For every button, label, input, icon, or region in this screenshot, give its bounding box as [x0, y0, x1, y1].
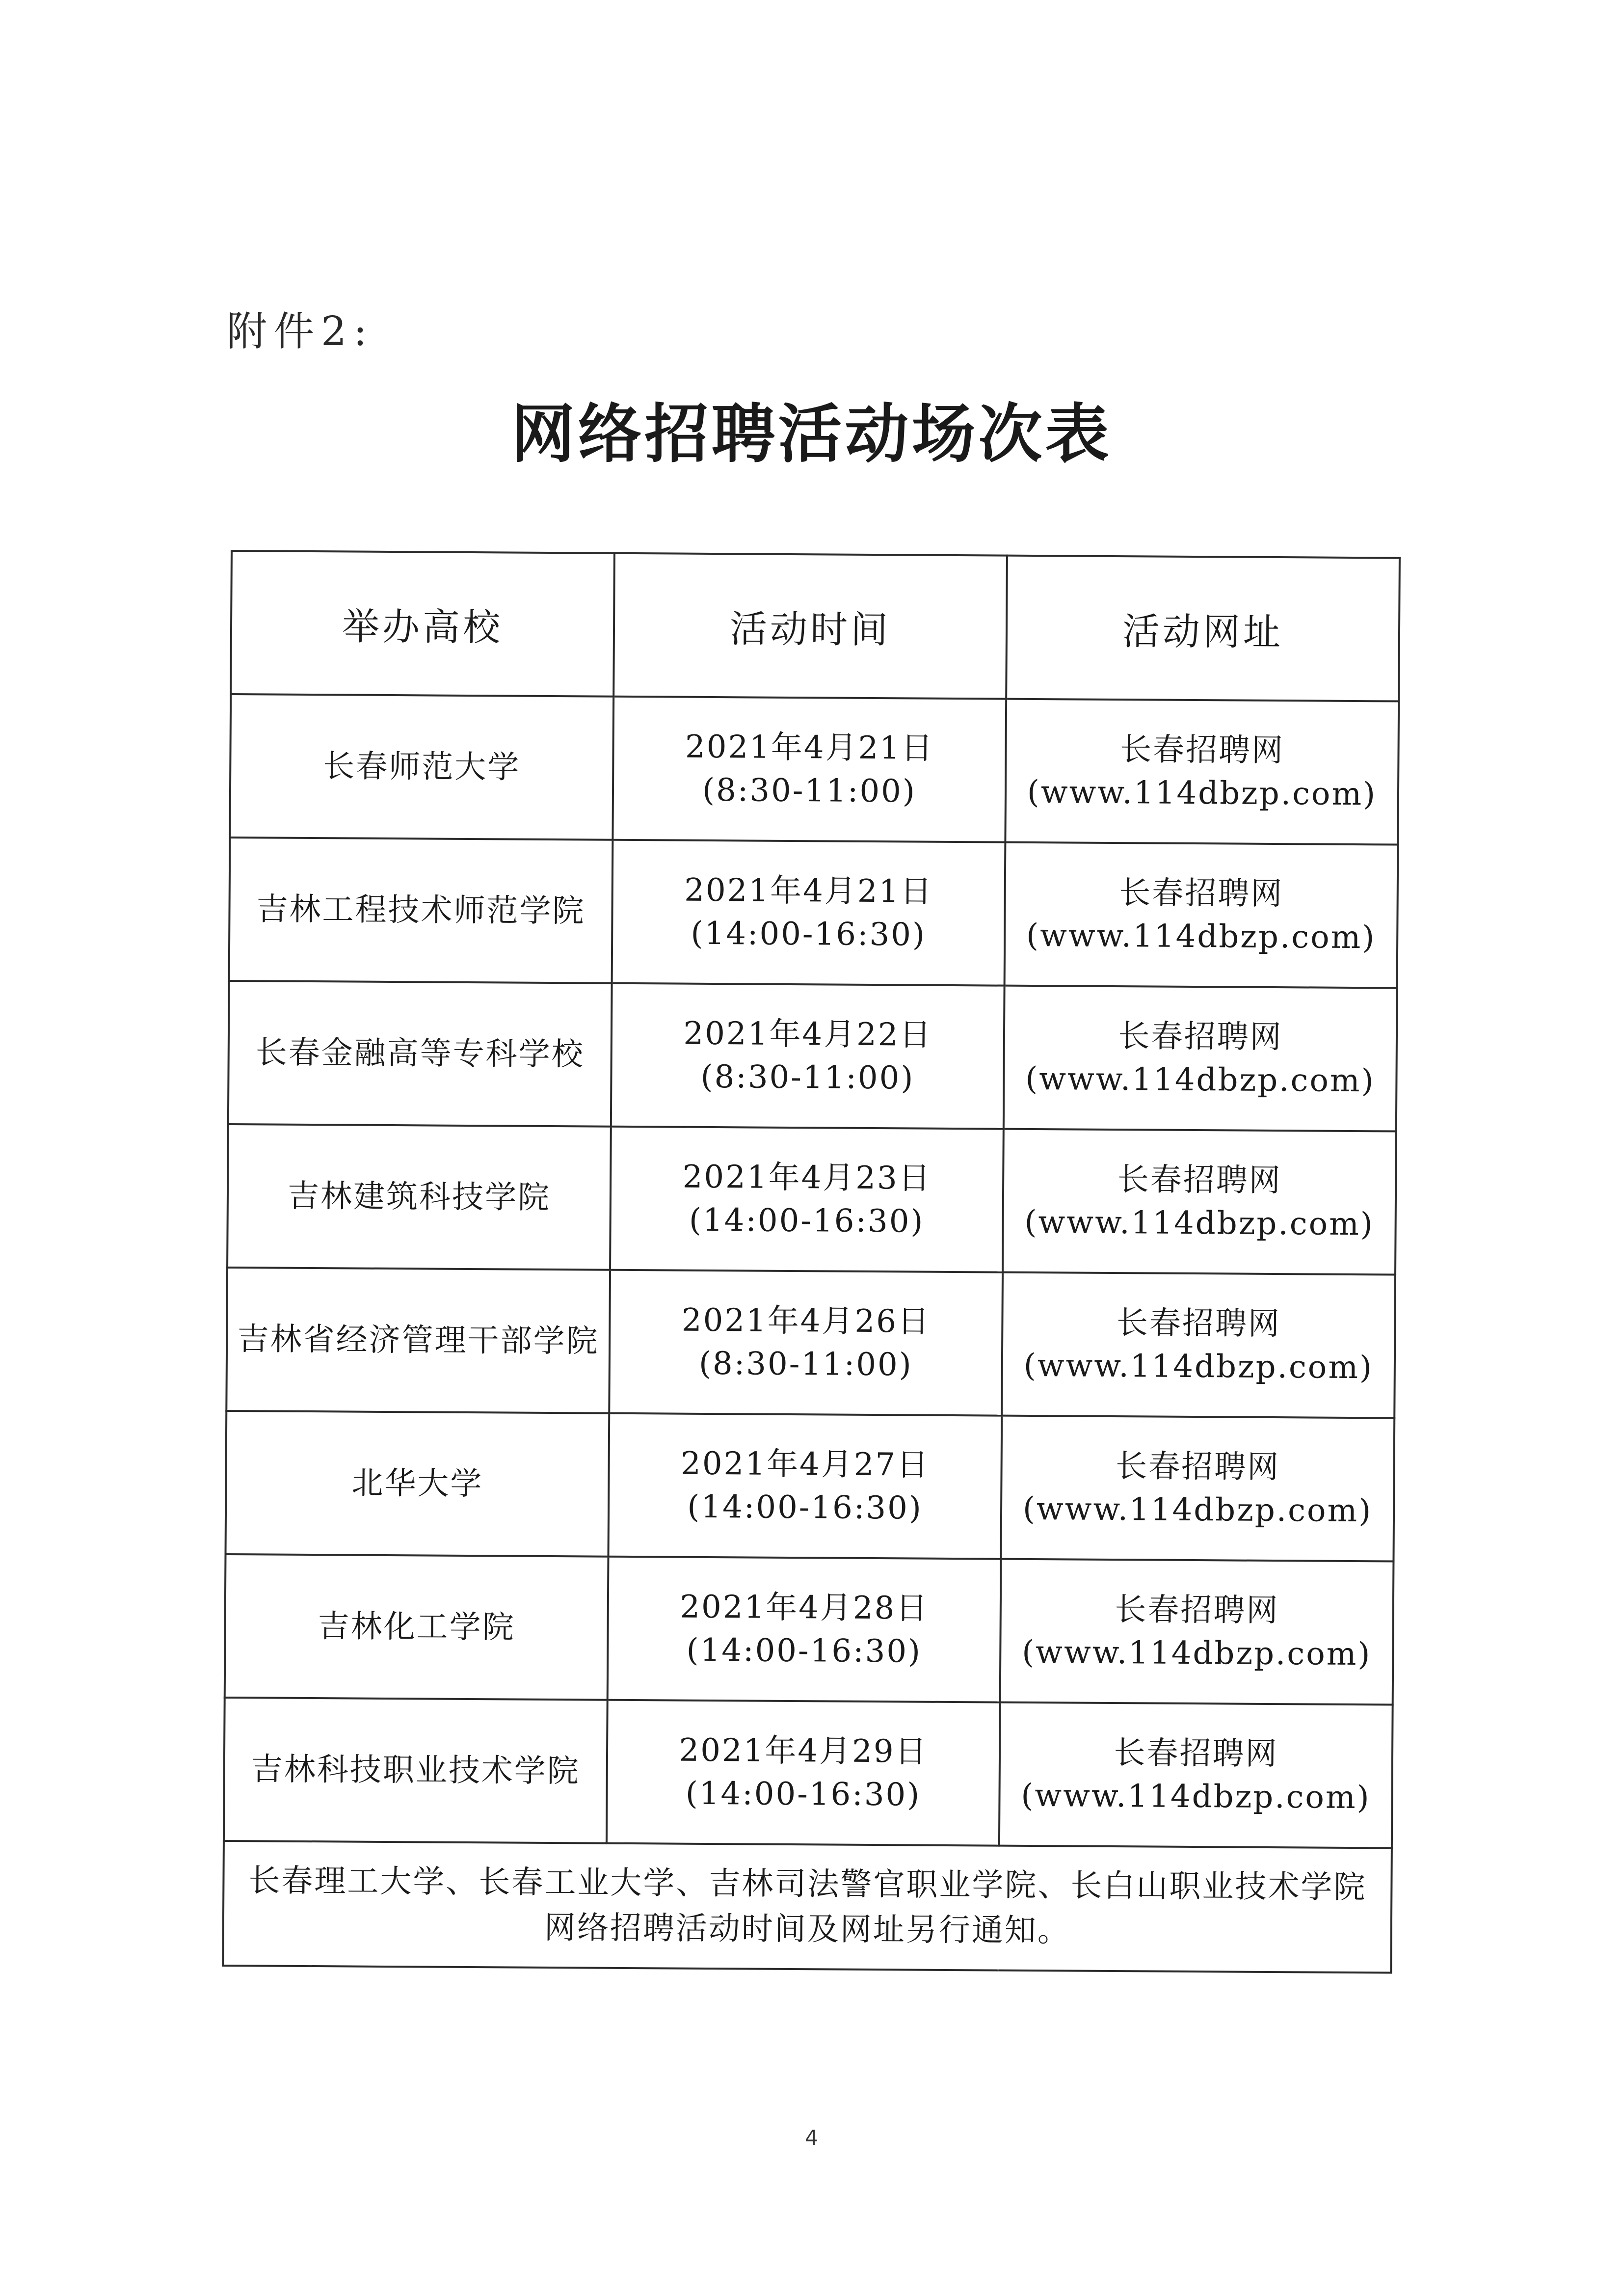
time-range-text: (14:00-16:30)	[685, 1775, 921, 1813]
site-name-text: 长春招聘网	[1114, 1735, 1278, 1773]
time-range-text: (14:00-16:30)	[691, 915, 927, 953]
site-url-text: (www.114dbzp.com)	[1024, 1204, 1374, 1243]
table-row	[229, 837, 1398, 988]
note-line-2: 网络招聘活动时间及网址另行通知。	[544, 1909, 1071, 1949]
school-cell: 长春金融高等专科学校	[228, 981, 612, 1127]
schedule-table	[222, 550, 1401, 1974]
date-text: 2021年4月29日	[679, 1732, 928, 1770]
site-cell	[1005, 699, 1399, 845]
time-cell	[609, 1270, 1003, 1416]
school-cell: 北华大学	[226, 1411, 610, 1557]
site-url-text: (www.114dbzp.com)	[1027, 774, 1377, 813]
site-name-text: 长春招聘网	[1118, 1018, 1283, 1056]
site-url-text: (www.114dbzp.com)	[1025, 1060, 1375, 1100]
date-text: 2021年4月21日	[685, 729, 934, 767]
date-text: 2021年4月22日	[683, 1015, 932, 1053]
site-url-text: (www.114dbzp.com)	[1021, 1777, 1371, 1816]
table-row	[227, 1124, 1396, 1275]
column-header-school: 举办高校	[231, 551, 614, 697]
site-name-text: 长春招聘网	[1119, 731, 1285, 769]
table-row	[226, 1411, 1395, 1562]
school-cell: 吉林建筑科技学院	[227, 1124, 611, 1270]
school-cell: 吉林省经济管理干部学院	[226, 1268, 610, 1413]
date-text: 2021年4月27日	[680, 1445, 930, 1484]
table-row	[225, 1554, 1394, 1705]
site-url-text: (www.114dbzp.com)	[1021, 1634, 1372, 1673]
attachment-label: 附件2:	[227, 308, 374, 355]
site-name-text: 长春招聘网	[1116, 1305, 1281, 1343]
column-header-site: 活动网址	[1006, 556, 1400, 702]
site-url-text: (www.114dbzp.com)	[1022, 1490, 1373, 1530]
site-cell	[999, 1702, 1393, 1848]
site-url-text: (www.114dbzp.com)	[1026, 917, 1376, 956]
date-text: 2021年4月21日	[684, 872, 933, 910]
time-cell	[607, 1700, 1000, 1846]
site-name-text: 长春招聘网	[1119, 875, 1284, 913]
site-cell	[1003, 1129, 1396, 1275]
time-cell	[608, 1557, 1001, 1702]
time-cell	[610, 1127, 1004, 1272]
school-cell: 吉林化工学院	[225, 1554, 609, 1700]
table-row	[224, 1698, 1393, 1848]
time-range-text: (14:00-16:30)	[687, 1488, 923, 1527]
note-line-1: 长春理工大学、长春工业大学、吉林司法警官职业学院、长白山职业技术学院	[248, 1863, 1367, 1906]
time-cell	[611, 983, 1005, 1129]
site-cell	[1005, 842, 1398, 988]
time-cell	[612, 697, 1006, 842]
page-number: 4	[805, 2126, 818, 2150]
site-name-text: 长春招聘网	[1115, 1448, 1280, 1486]
date-text: 2021年4月23日	[682, 1159, 931, 1197]
school-cell: 长春师范大学	[230, 694, 613, 840]
column-header-time: 活动时间	[613, 553, 1007, 699]
date-text: 2021年4月28日	[680, 1589, 929, 1627]
site-cell	[1002, 1272, 1395, 1418]
time-cell	[608, 1413, 1002, 1559]
site-url-text: (www.114dbzp.com)	[1023, 1347, 1374, 1386]
note-cell	[223, 1841, 1392, 1973]
date-text: 2021年4月26日	[681, 1302, 931, 1340]
site-cell	[1001, 1416, 1394, 1562]
time-range-text: (14:00-16:30)	[689, 1202, 925, 1240]
time-range-text: (14:00-16:30)	[686, 1632, 922, 1670]
site-cell	[1000, 1559, 1394, 1705]
time-range-text: (8:30-11:00)	[698, 1345, 913, 1383]
table-row	[226, 1268, 1395, 1418]
table-note-row	[223, 1841, 1392, 1973]
site-name-text: 长春招聘网	[1117, 1162, 1282, 1199]
table-row	[228, 981, 1397, 1132]
time-range-text: (8:30-11:00)	[702, 772, 917, 810]
time-cell	[612, 840, 1006, 986]
school-cell: 吉林工程技术师范学院	[229, 837, 613, 983]
site-name-text: 长春招聘网	[1115, 1592, 1279, 1629]
time-range-text: (8:30-11:00)	[700, 1058, 915, 1097]
site-cell	[1004, 986, 1397, 1132]
page-title: 网络招聘活动场次表	[511, 396, 1112, 471]
table-header-row	[231, 551, 1400, 702]
table-row	[230, 694, 1399, 845]
school-cell: 吉林科技职业技术学院	[224, 1698, 608, 1843]
